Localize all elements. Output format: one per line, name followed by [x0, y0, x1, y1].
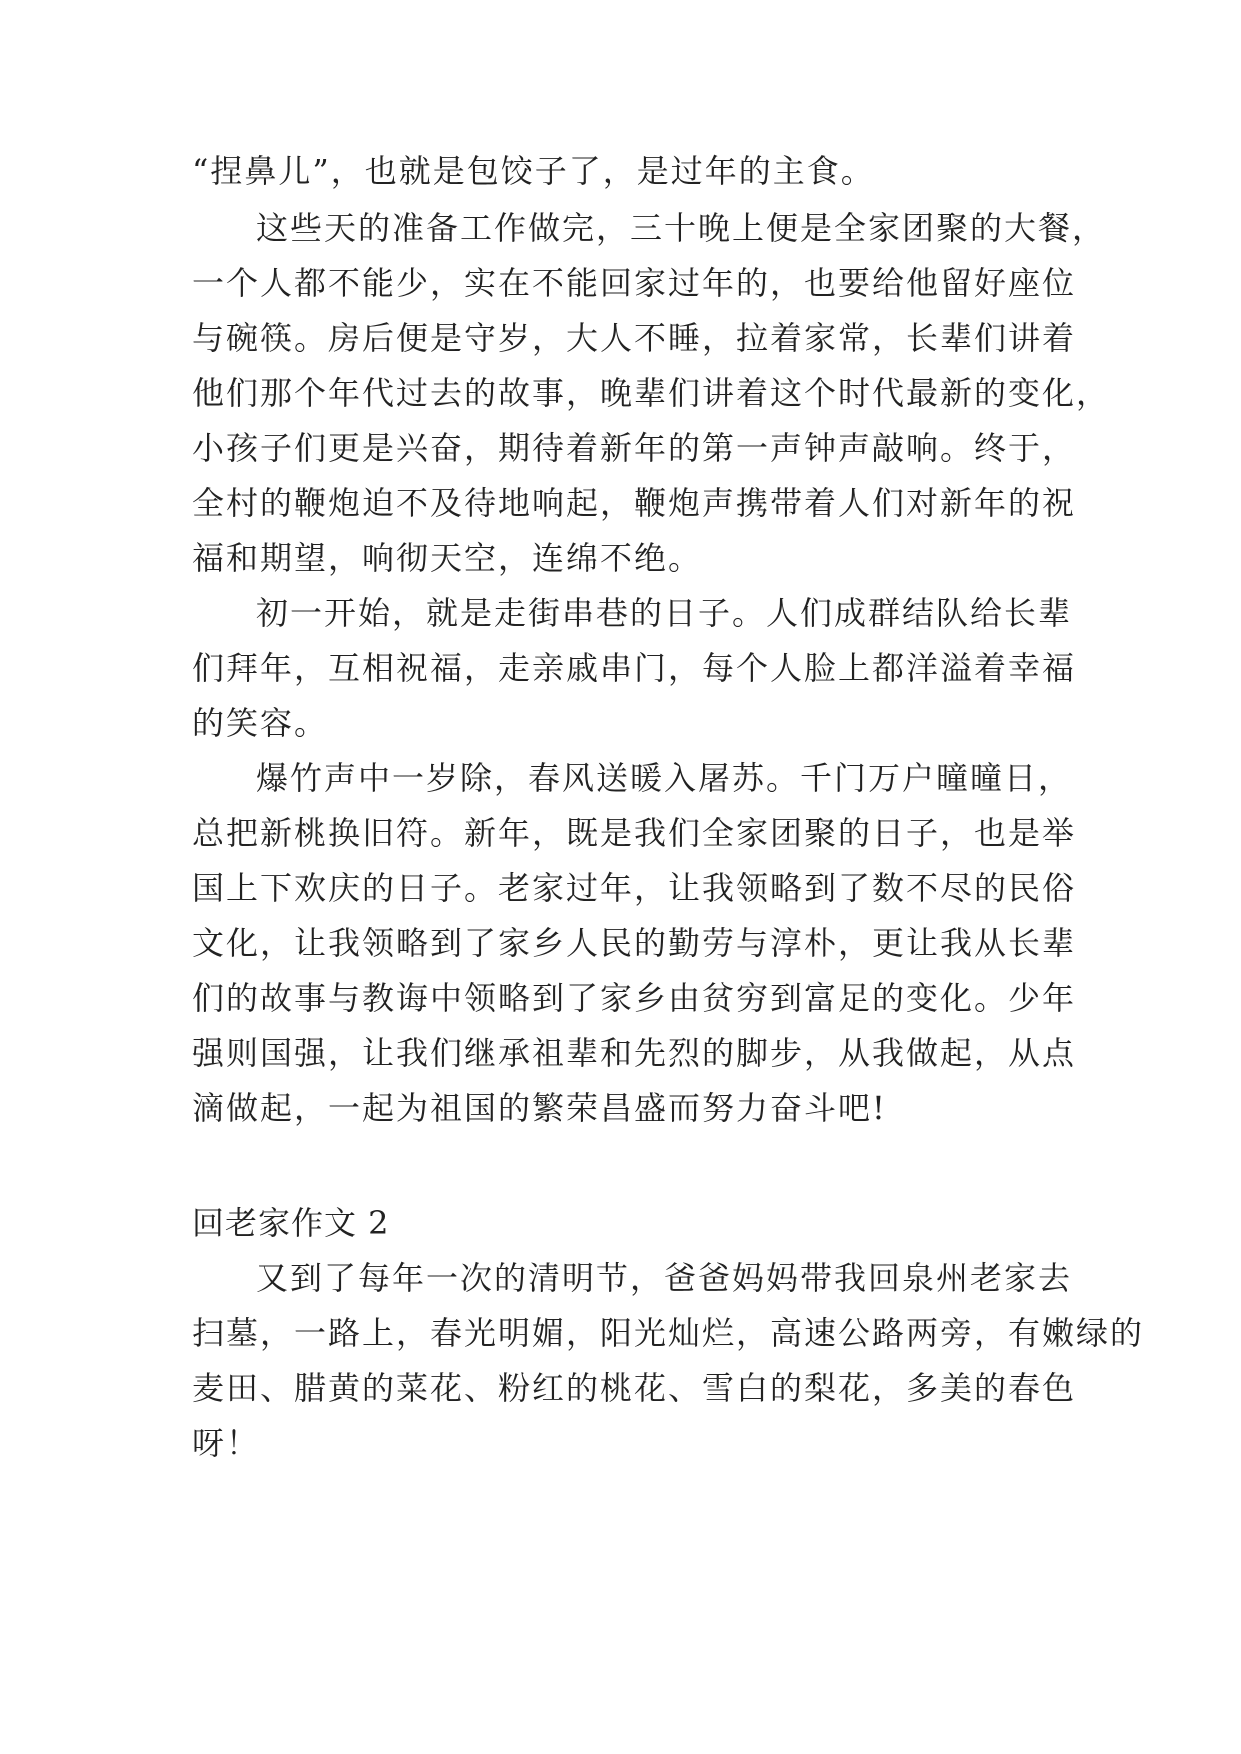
- paragraph-line: 这些天的准备工作做完，三十晚上便是全家团聚的大餐，: [256, 209, 1107, 247]
- paragraph-line: 初一开始，就是走街串巷的日子。人们成群结队给长辈: [256, 594, 1073, 632]
- paragraph-line: 与碗筷。房后便是守岁，大人不睡，拉着家常，长辈们讲着: [192, 319, 1077, 357]
- paragraph-line: 呀！: [192, 1424, 261, 1462]
- paragraph-line: 麦田、腊黄的菜花、粉红的桃花、雪白的梨花，多美的春色: [192, 1369, 1077, 1407]
- paragraph-line: 他们那个年代过去的故事，晚辈们讲着这个时代最新的变化，: [192, 374, 1111, 412]
- paragraph-line: 扫墓，一路上，春光明媚，阳光灿烂，高速公路两旁，有嫩绿的: [192, 1314, 1145, 1352]
- paragraph-line: 总把新桃换旧符。新年，既是我们全家团聚的日子，也是举: [192, 814, 1077, 852]
- paragraph-line: 强则国强，让我们继承祖辈和先烈的脚步，从我做起，从点: [192, 1034, 1077, 1072]
- paragraph-line: 小孩子们更是兴奋，期待着新年的第一声钟声敲响。终于，: [192, 429, 1077, 467]
- paragraph-line: 们拜年，互相祝福，走亲戚串门，每个人脸上都洋溢着幸福: [192, 649, 1077, 687]
- paragraph-line: 爆竹声中一岁除，春风送暖入屠苏。千门万户曈曈日，: [256, 759, 1073, 797]
- paragraph-line: 滴做起，一起为祖国的繁荣昌盛而努力奋斗吧!: [192, 1089, 887, 1127]
- paragraph-line: 福和期望，响彻天空，连绵不绝。: [192, 539, 703, 577]
- section-heading: 回老家作文 2: [192, 1204, 390, 1242]
- paragraph-line: 国上下欢庆的日子。老家过年，让我领略到了数不尽的民俗: [192, 869, 1077, 907]
- paragraph-line: 又到了每年一次的清明节，爸爸妈妈带我回泉州老家去: [256, 1259, 1073, 1297]
- paragraph-line: 文化，让我领略到了家乡人民的勤劳与淳朴，更让我从长辈: [192, 924, 1077, 962]
- paragraph-line: 一个人都不能少，实在不能回家过年的，也要给他留好座位: [192, 264, 1077, 302]
- paragraph-line: “捏鼻儿”，也就是包饺子了，是过年的主食。: [192, 152, 875, 190]
- paragraph-line: 们的故事与教诲中领略到了家乡由贫穷到富足的变化。少年: [192, 979, 1077, 1017]
- paragraph-line: 全村的鞭炮迫不及待地响起，鞭炮声携带着人们对新年的祝: [192, 484, 1077, 522]
- paragraph-line: 的笑容。: [192, 704, 329, 742]
